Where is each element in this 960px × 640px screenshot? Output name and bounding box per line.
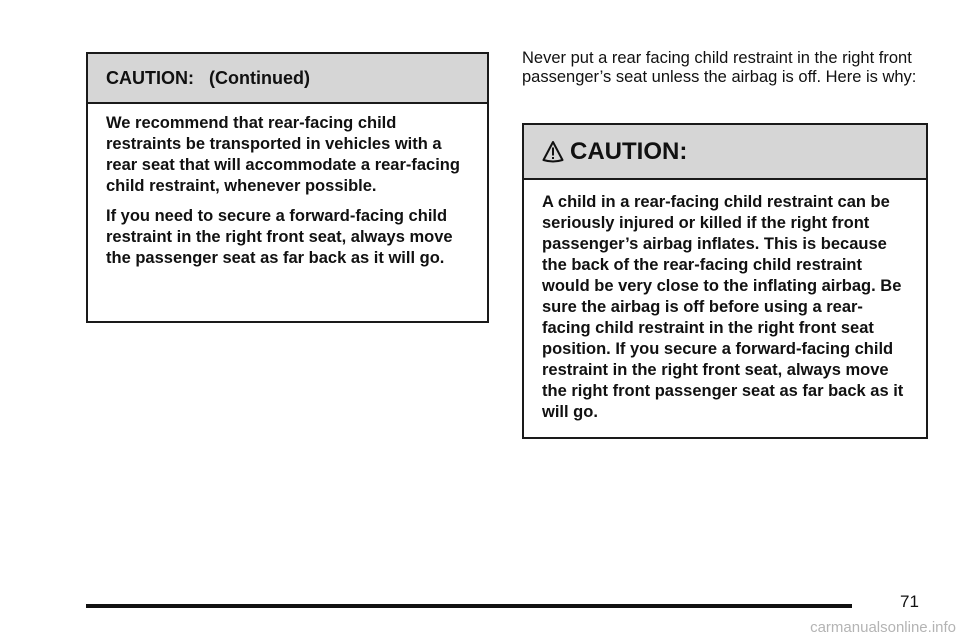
- caution-body: [88, 104, 487, 269]
- intro-paragraph: Never put a rear facing child restraint in the right front passenger’s seat unless the airbag is off. Here is why:: [522, 49, 917, 86]
- caution-continued-box: [86, 52, 489, 323]
- footer-rule: [86, 604, 852, 608]
- caution-paragraph: We recommend that rear-facing child restraints be transported in vehicles with a rear seat that will accommodate a rear-facing child restraint, whenever possible.: [106, 114, 460, 195]
- caution-header: [88, 54, 487, 104]
- caution-title: CAUTION:: [570, 137, 688, 165]
- caution-paragraph: A child in a rear-facing child restraint can be seriously injured or killed if the right front passenger’s airbag inflates. This is because the back of the rear-facing child restraint would be very close to the inflating airbag. Be sure the airbag is off before using a rear-facing child restraint in the right front seat position. If you secure a forward-facing child restraint in the right front seat, always move the right front passenger seat as far back as it will go.: [542, 193, 904, 421]
- warning-triangle-icon: [542, 140, 564, 164]
- caution-header: [524, 125, 926, 180]
- caution-paragraph: If you need to secure a forward-facing child restraint in the right front seat, always move the passenger seat as far back as it will go.: [106, 207, 453, 267]
- caution-body: [524, 180, 926, 423]
- page-number: 71: [900, 592, 919, 611]
- caution-title: CAUTION: (Continued): [106, 67, 310, 88]
- watermark: carmanualsonline.info: [810, 619, 956, 636]
- caution-box: [522, 123, 928, 439]
